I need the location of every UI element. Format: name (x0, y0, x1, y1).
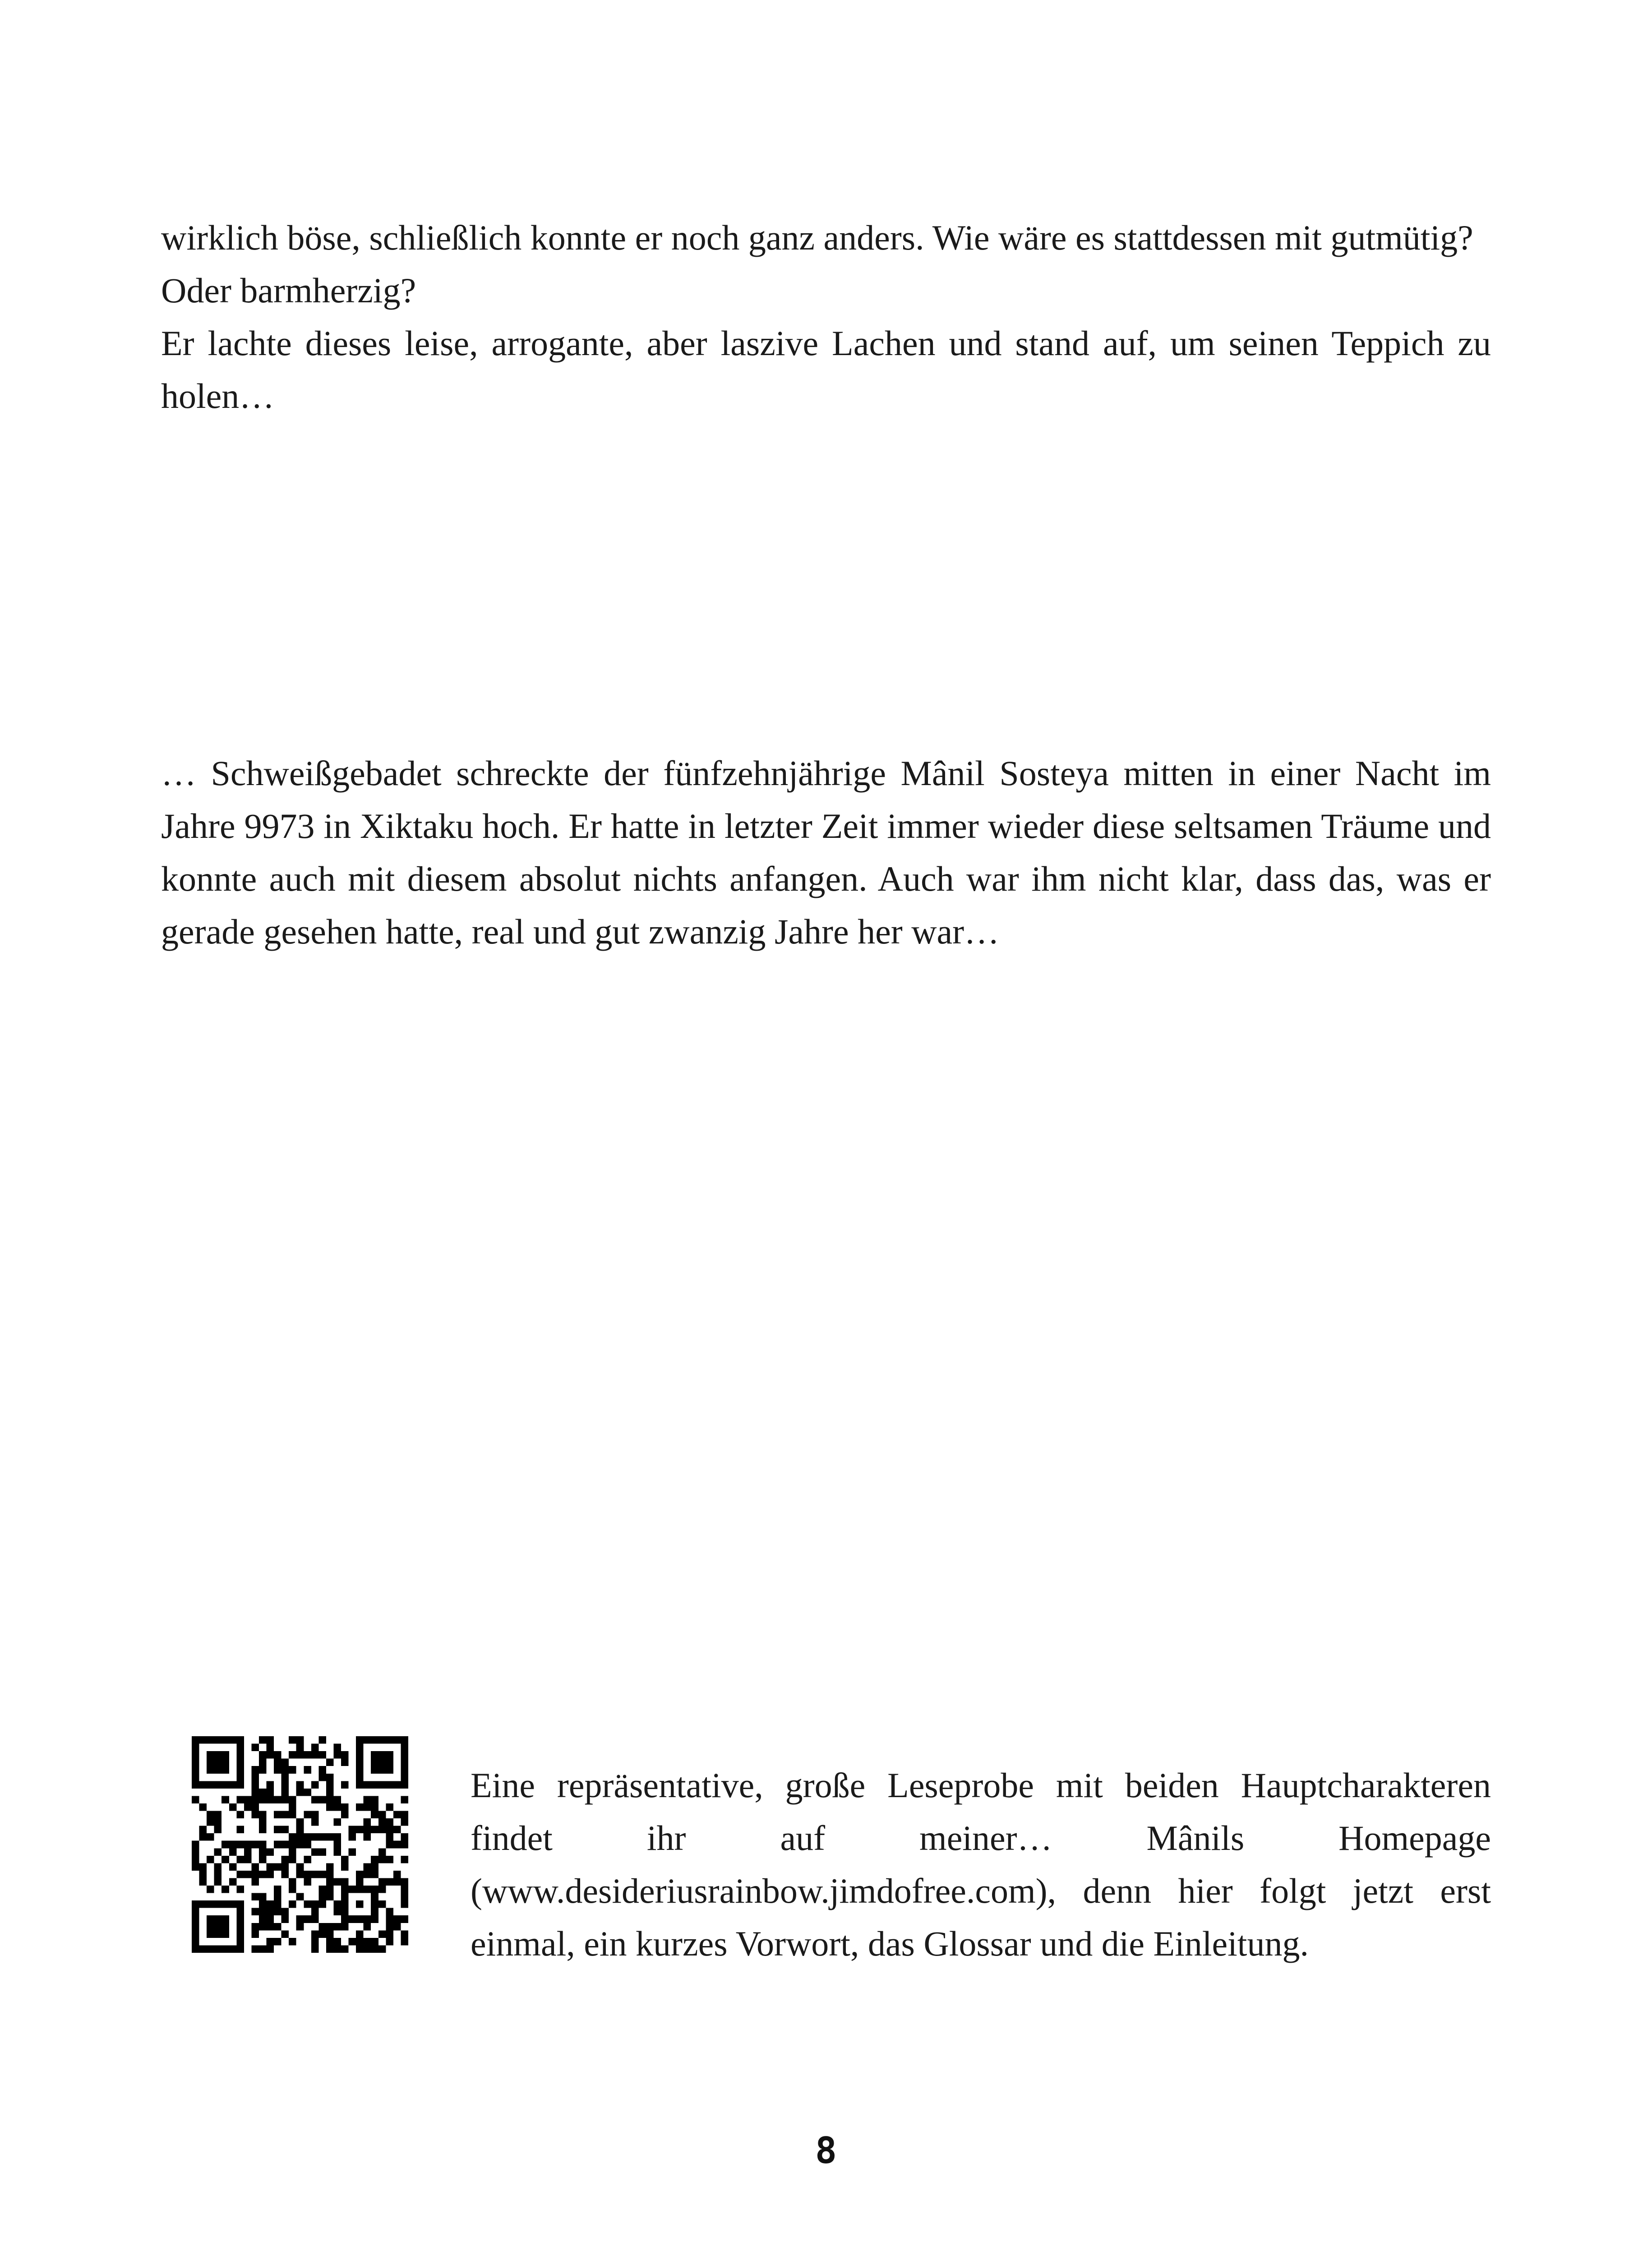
qr-code-graphic (192, 1736, 408, 1953)
homepage-note (471, 1759, 1491, 1970)
paragraph: Er lachte dieses leise, arrogante, aber laszive Lachen und stand auf, um seinen Teppich zu holen… (161, 324, 1491, 416)
paragraph: Oder barmherzig? (161, 271, 416, 310)
qr-code-icon (192, 1736, 408, 1953)
note-text: Eine repräsentative, große Leseprobe mit beiden Hauptcharakteren findet ihr auf meiner… Mânils Homepage (www.desideriusrainbow.jimdofree.com), denn hier folgt jetzt erst einmal, ein kurzes Vorwort, das Glossar und die Einleitung. (471, 1766, 1491, 1963)
paragraph: wirklich böse, schließlich konnte er noch ganz anders. Wie wäre es stattdessen mit gutmütig? (161, 218, 1473, 257)
text-block-top (161, 211, 1491, 422)
page-number: 8 (815, 2130, 837, 2172)
paragraph: … Schweißgebadet schreckte der fünfzehnjährige Mânil Sosteya mitten in einer Nacht im Jahre 9973 in Xiktaku hoch. Er hatte in letzter Zeit immer wieder diese seltsamen Träume und konnte auch mit diesem absolut nichts anfangen. Auch war ihm nicht klar, dass das, was er gerade gesehen hatte, real und gut zwanzig Jahre her war… (161, 754, 1491, 951)
text-block-middle (161, 747, 1491, 958)
